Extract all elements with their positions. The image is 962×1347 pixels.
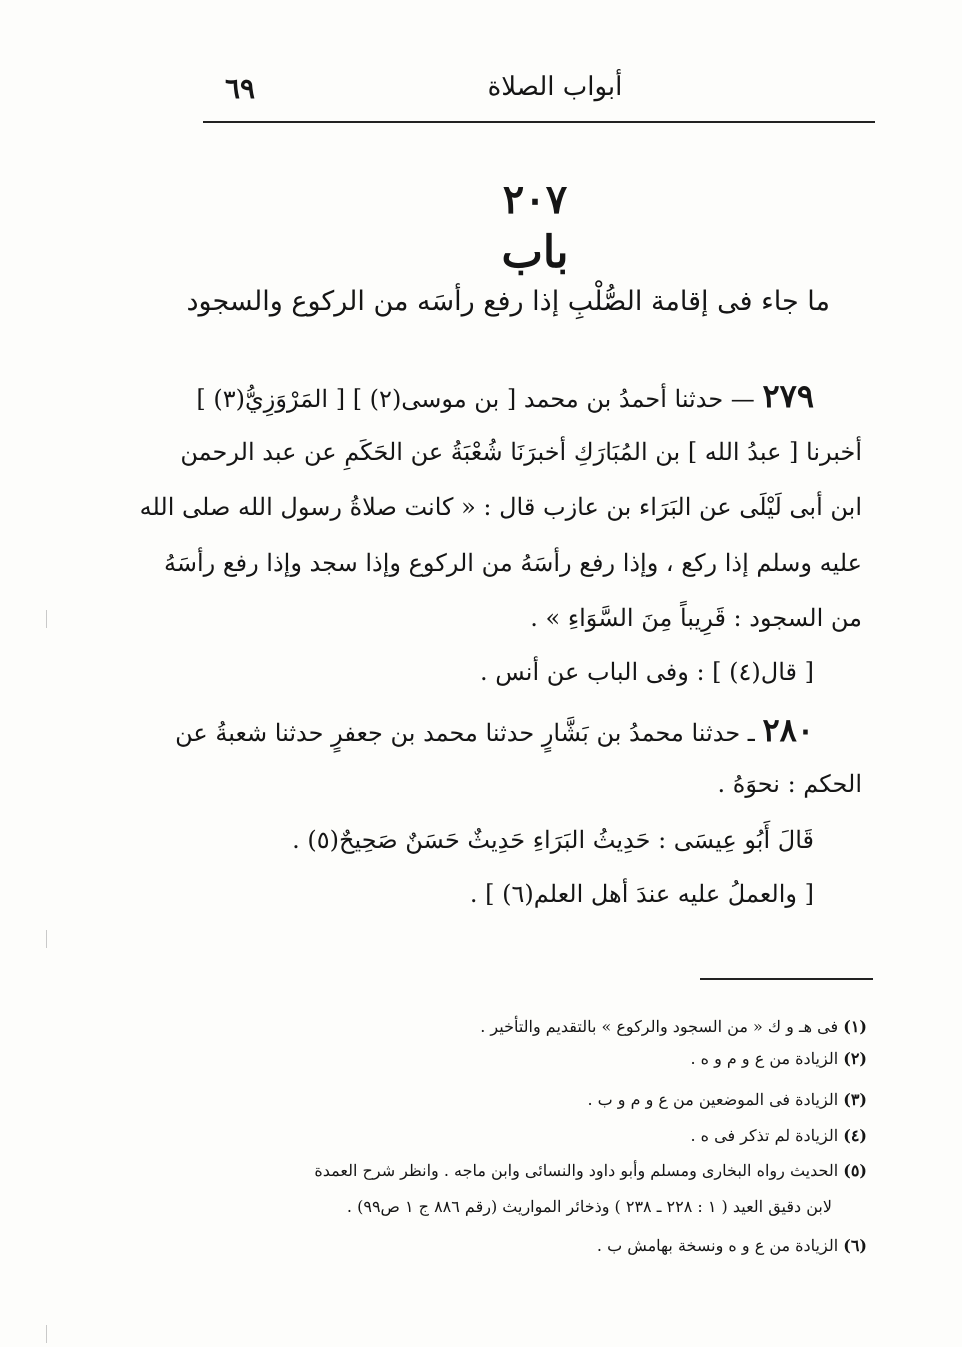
footnote [187, 1159, 867, 1185]
footnote-text: الحديث رواه البخارى ومسلم وأبو داود والنسائى وابن ماجه . وانظر شرح العمدة [314, 1161, 839, 1180]
footnote-rule [700, 978, 873, 980]
margin-mark [46, 610, 47, 628]
hadith-number: ٢٧٩ [762, 377, 814, 415]
footnote-continuation [182, 1195, 832, 1221]
hadith-line [139, 487, 862, 529]
hadith-line [214, 874, 814, 916]
hadith-text: قَالَ أَبُو عِيسَى : حَدِيثُ البَرَاءِ حَدِيثٌ حَسَنٌ صَحِيحٌ(٥) . [292, 826, 814, 854]
footnote [207, 1088, 867, 1114]
hadith-line [196, 376, 814, 418]
footnote [207, 1015, 867, 1041]
footnote [207, 1047, 867, 1073]
footnote [207, 1234, 867, 1260]
hadith-text: [ والعملُ عليه عندَ أهل العلم(٦) ] . [469, 880, 814, 908]
hadith-text: عليه وسلم إذا ركع ، وإذا رفع رأسَهُ من الركوع وإذا سجد وإذا رفع رأسَهُ [163, 549, 862, 577]
header-rule [203, 121, 875, 123]
chapter-number: ٢٠٧ [502, 176, 568, 223]
hadith-text: ابن أبى لَيْلَى عن البَرَاء بن عازب قال : « كانت صلاةُ رسول الله صلى الله [139, 493, 862, 521]
running-header-title: أبواب الصلاة [487, 72, 623, 102]
hadith-text: — حدثنا أحمدُ بن محمد [ بن موسى(٢) ] [ المَرْوَزِيُّ(٣) ] [196, 385, 763, 413]
hadith-number: ٢٨٠ [762, 711, 814, 749]
footnote-number: (٣) [843, 1090, 867, 1109]
footnote-text: الزيادة لم تذكر فى ه . [690, 1126, 839, 1145]
hadith-text: الحكم : نحوَهُ . [717, 770, 862, 798]
footnote-text: الزيادة من ع و ه ونسخة بهامش ب . [596, 1236, 839, 1255]
hadith-text: من السجود : قَرِيباً مِنَ السَّوَاءِ » . [530, 604, 862, 632]
hadith-text: [ قال(٤) ] : وفى الباب عن أنس . [479, 658, 814, 686]
hadith-line [163, 543, 862, 585]
hadith-line [180, 432, 862, 474]
footnote-text: فى هـ و ك « من السجود والركوع » بالتقديم والتأخير . [480, 1017, 839, 1036]
chapter-heading-bab: باب [501, 227, 569, 278]
footnote-text: الزيادة من ع و م و ه . [690, 1049, 839, 1068]
footnote-number: (٦) [843, 1236, 867, 1255]
footnote [207, 1124, 867, 1150]
hadith-line [202, 598, 862, 640]
footnote-number: (٤) [843, 1126, 867, 1145]
footnote-number: (٢) [843, 1049, 867, 1068]
footnote-number: (٥) [843, 1161, 867, 1180]
hadith-text: ـ حدثنا محمدُ بن بَشَّارٍ حدثنا محمد بن جعفرٍ حدثنا شعبةُ عن [175, 719, 763, 747]
footnote-text: لابن دقيق العيد ( ١ : ٢٢٨ ـ ٢٣٨ ) وذخائر المواريث (رقم ٨٨٦ ج ١ ص٩٩) . [346, 1197, 832, 1216]
margin-mark [46, 930, 47, 948]
hadith-line [202, 764, 862, 806]
margin-mark [46, 1325, 47, 1343]
footnote-text: الزيادة فى الموضعين من ع و م و ب . [587, 1090, 839, 1109]
page-number: ٦٩ [224, 72, 256, 105]
hadith-line [214, 820, 814, 862]
hadith-line [175, 710, 814, 752]
footnote-number: (١) [843, 1017, 867, 1036]
hadith-line [214, 652, 814, 694]
hadith-text: أخبرنا [ عبدُ الله ] بن المُبَارَكِ أخبرَنَا شُعْبَةُ عن الحَكَمِ عن عبد الرحمن [180, 438, 862, 466]
chapter-title: ما جاء فى إقامة الصُّلْبِ إذا رفع رأسَه من الركوع والسجود [186, 286, 830, 317]
